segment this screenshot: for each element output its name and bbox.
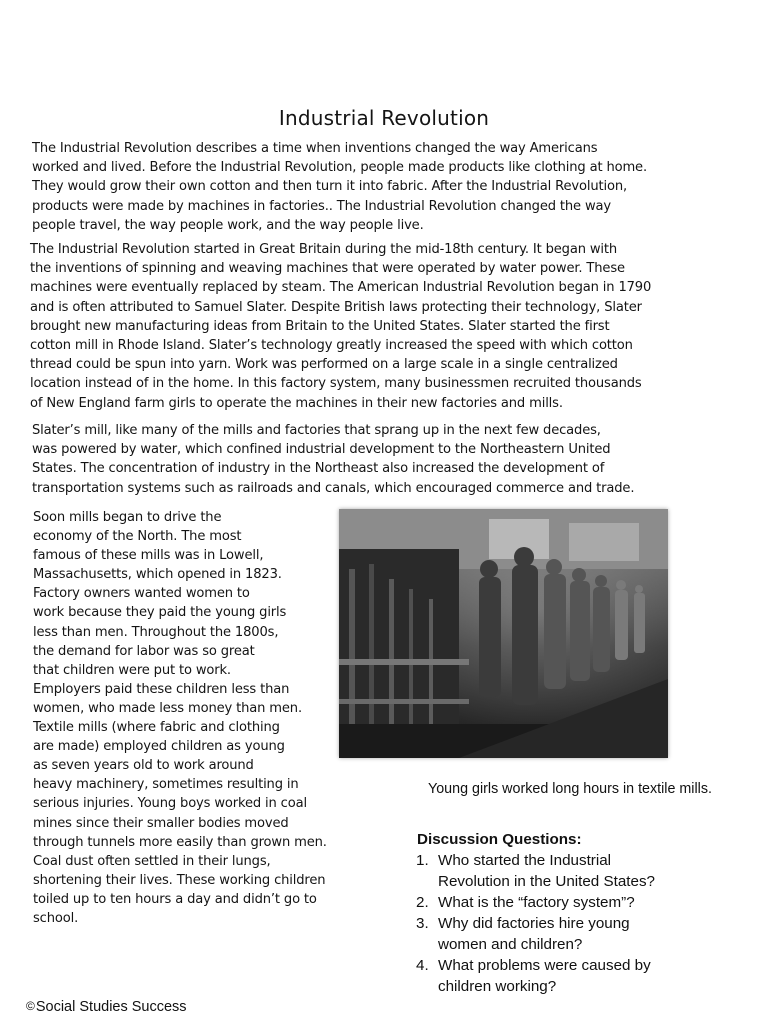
- page-title: Industrial Revolution: [278, 106, 490, 130]
- copyright-footer: [26, 999, 187, 1015]
- footer-text: Social Studies Success: [35, 999, 187, 1015]
- question-item: [416, 913, 756, 955]
- copyright-icon: ©: [26, 999, 35, 1013]
- paragraph-origins: The Industrial Revolution started in Great Britain during the mid-18th century. It began with the inventions of spinning and weaving machines that were operated by water power. These machines were eventually replaced by steam. The American Industrial Revolution began in 1790 and is often attributed to Samuel Slater. Despite British laws protecting their technology, Slater brought new manufacturing ideas from Britain to the United States. Slater started the first cotton mill in Rhode Island. Slater’s technology greatly increased the speed with which cotton thread could be spun into yarn. Work was performed on a large scale in a single centralized location instead of in the home. In this factory system, many businessmen recruited thousands of New England farm girls to operate the machines in their new factories and mills.: [30, 242, 652, 411]
- textile-mill-illustration: [339, 509, 668, 758]
- question-item: [416, 850, 756, 892]
- question-number: 1.: [416, 852, 429, 869]
- question-number: 3.: [416, 915, 429, 932]
- question-item: [416, 892, 756, 913]
- question-item: [416, 955, 756, 997]
- question-text: Why did factories hire young women and children?: [438, 915, 630, 953]
- question-number: 4.: [416, 957, 429, 974]
- question-text: What is the “factory system”?: [438, 894, 635, 911]
- paragraph-slaters-mill: Slater’s mill, like many of the mills and factories that sprang up in the next few decades, was powered by water, which confined industrial development to the Northeastern United States. The concentration of industry in the Northeast also increased the development of transportation systems such as railroads and canals, which encouraged commerce and trade.: [32, 423, 635, 496]
- textile-mill-photo: [339, 509, 668, 758]
- question-number: 2.: [416, 894, 429, 911]
- question-text: What problems were caused by children working?: [438, 957, 651, 995]
- question-text: Who started the Industrial Revolution in the United States?: [438, 852, 655, 890]
- paragraph-intro: The Industrial Revolution describes a time when inventions changed the way Americans worked and lived. Before the Industrial Revolution, people made products like clothing at home. They would grow their own cotton and then turn it into fabric. After the Industrial Revolution, products were made by machines in factories.. The Industrial Revolution changed the way people travel, the way people work, and the way people live.: [32, 141, 647, 233]
- discussion-heading: Discussion Questions:: [417, 831, 582, 848]
- question-list: [416, 850, 756, 997]
- paragraph-child-labor: Soon mills began to drive the economy of the North. The most famous of these mills was in Lowell, Massachusetts, which opened in 1823. Factory owners wanted women to work because they paid the young girls less than men. Throughout the 1800s, the demand for labor was so great that children were put to work. Employers paid these children less than women, who made less money than men. Textile mills (where fabric and clothing are made) employed children as young as seven years old to work around heavy machinery, sometimes resulting in serious injuries. Young boys worked in coal mines since their smaller bodies moved through tunnels more easily than grown men. Coal dust often settled in their lungs, shortening their lives. These working children toiled up to ten hours a day and didn’t go to school.: [33, 510, 327, 926]
- photo-caption: Young girls worked long hours in textile mills.: [428, 781, 712, 797]
- discussion-questions: [416, 829, 756, 997]
